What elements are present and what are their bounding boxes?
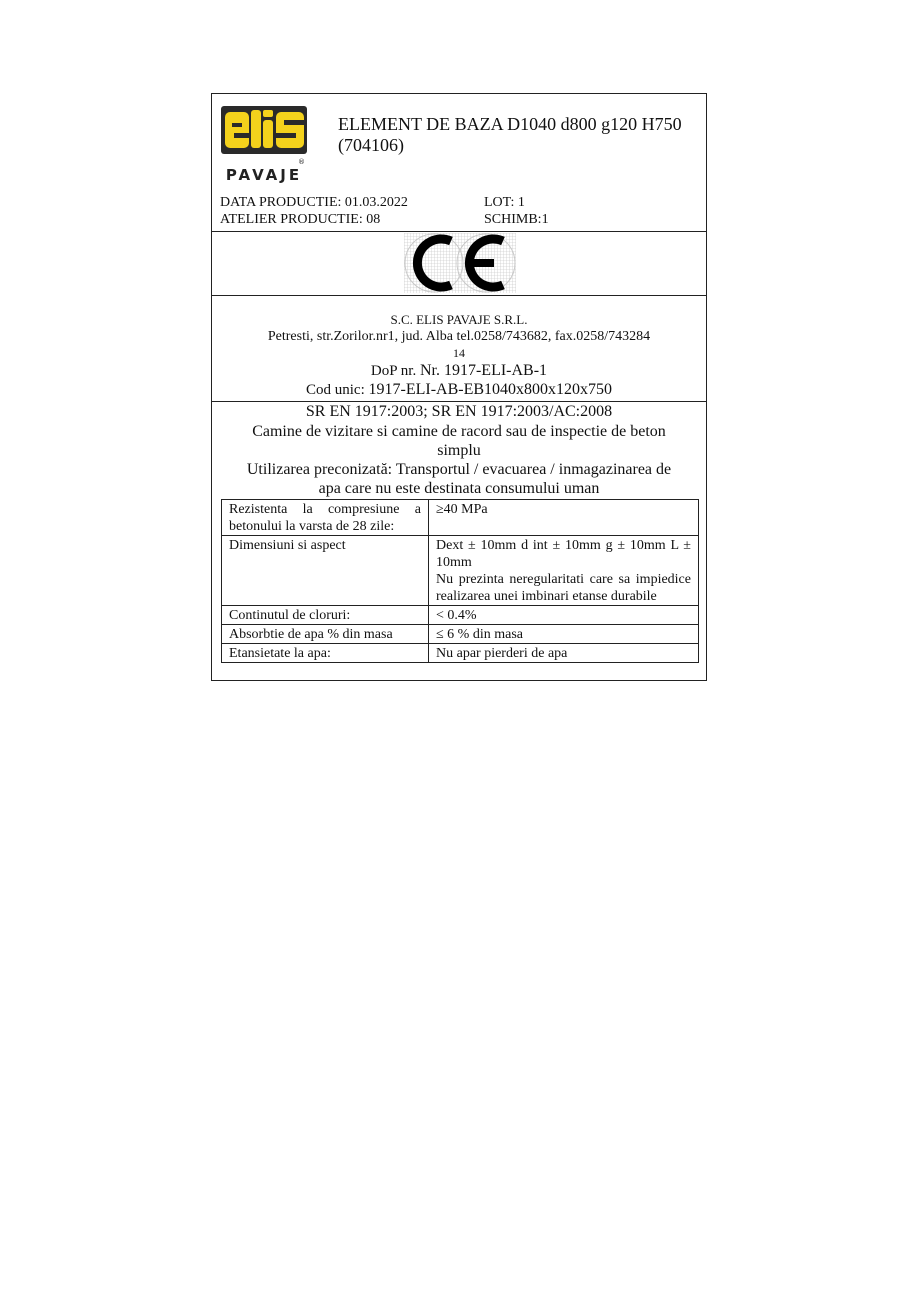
table-row <box>222 644 699 663</box>
notified-body-code: 14 <box>453 346 465 360</box>
product-label <box>211 93 707 681</box>
product-description-line1: Camine de vizitare si camine de racord sau de inspectie de beton <box>252 423 666 440</box>
shift-number: SCHIMB:1 <box>484 212 549 227</box>
unique-code-label: Cod unic: <box>305 382 369 398</box>
table-row <box>222 625 699 644</box>
unique-code-value: 1917-ELI-AB-EB1040x800x120x750 <box>368 381 613 398</box>
product-description-line2: simplu <box>437 442 481 459</box>
dop-number <box>212 361 706 381</box>
intended-use-line2: apa care nu este destinata consumului uman <box>318 480 600 497</box>
standard-norms: SR EN 1917:2003; SR EN 1917:2003/AC:2008 <box>305 403 613 420</box>
ce-section <box>212 231 706 296</box>
table-row <box>222 606 699 625</box>
production-date: DATA PRODUCTIE: 01.03.2022 <box>220 195 408 210</box>
company-section <box>212 295 706 402</box>
product-title-line2: (704106) <box>338 135 404 155</box>
logo-sub-text: PAVAJE <box>225 166 303 184</box>
ce-mark-icon <box>404 233 516 293</box>
property-value: ≥40 MPa <box>429 500 699 536</box>
product-description <box>226 422 692 460</box>
unique-code <box>212 380 706 400</box>
lot-number: LOT: 1 <box>484 195 525 210</box>
property-name: Dimensiuni si aspect <box>222 536 429 606</box>
property-value <box>429 536 699 606</box>
property-value-line2: Nu prezinta neregularitati care sa impiedice realizarea unei imbinari etanse durabile <box>436 572 691 604</box>
company-name: S.C. ELIS PAVAJE S.R.L. <box>390 312 528 327</box>
property-name: Rezistenta la compresiune a betonului la varsta de 28 zile: <box>222 500 429 536</box>
dop-label: DoP nr. <box>370 363 420 379</box>
intended-use-line1: Utilizarea preconizată: Transportul / evacuarea / inmagazinarea de <box>246 461 672 478</box>
property-value: Nu apar pierderi de apa <box>429 644 699 663</box>
standard-section <box>212 401 706 499</box>
property-name: Etansietate la apa: <box>222 644 429 663</box>
dop-value: Nr. 1917-ELI-AB-1 <box>419 362 548 379</box>
product-title <box>338 114 698 156</box>
property-value: ≤ 6 % din masa <box>429 625 699 644</box>
product-title-line1: ELEMENT DE BAZA D1040 d800 g120 H750 <box>338 114 682 134</box>
production-workshop: ATELIER PRODUCTIE: 08 <box>220 212 381 227</box>
property-name: Continutul de cloruri: <box>222 606 429 625</box>
property-value: < 0.4% <box>429 606 699 625</box>
table-row <box>222 500 699 536</box>
table-row <box>222 536 699 606</box>
intended-use <box>226 460 692 498</box>
property-name: Absorbtie de apa % din masa <box>222 625 429 644</box>
company-address: Petresti, str.Zorilor.nr1, jud. Alba tel.0258/743682, fax.0258/743284 <box>267 329 651 344</box>
label-header <box>212 94 706 232</box>
property-value-line1: Dext ± 10mm d int ± 10mm g ± 10mm L ± 10mm <box>436 538 691 570</box>
registered-mark: ® <box>298 158 305 166</box>
properties-table <box>221 499 699 663</box>
elis-pavaje-logo <box>220 104 310 184</box>
